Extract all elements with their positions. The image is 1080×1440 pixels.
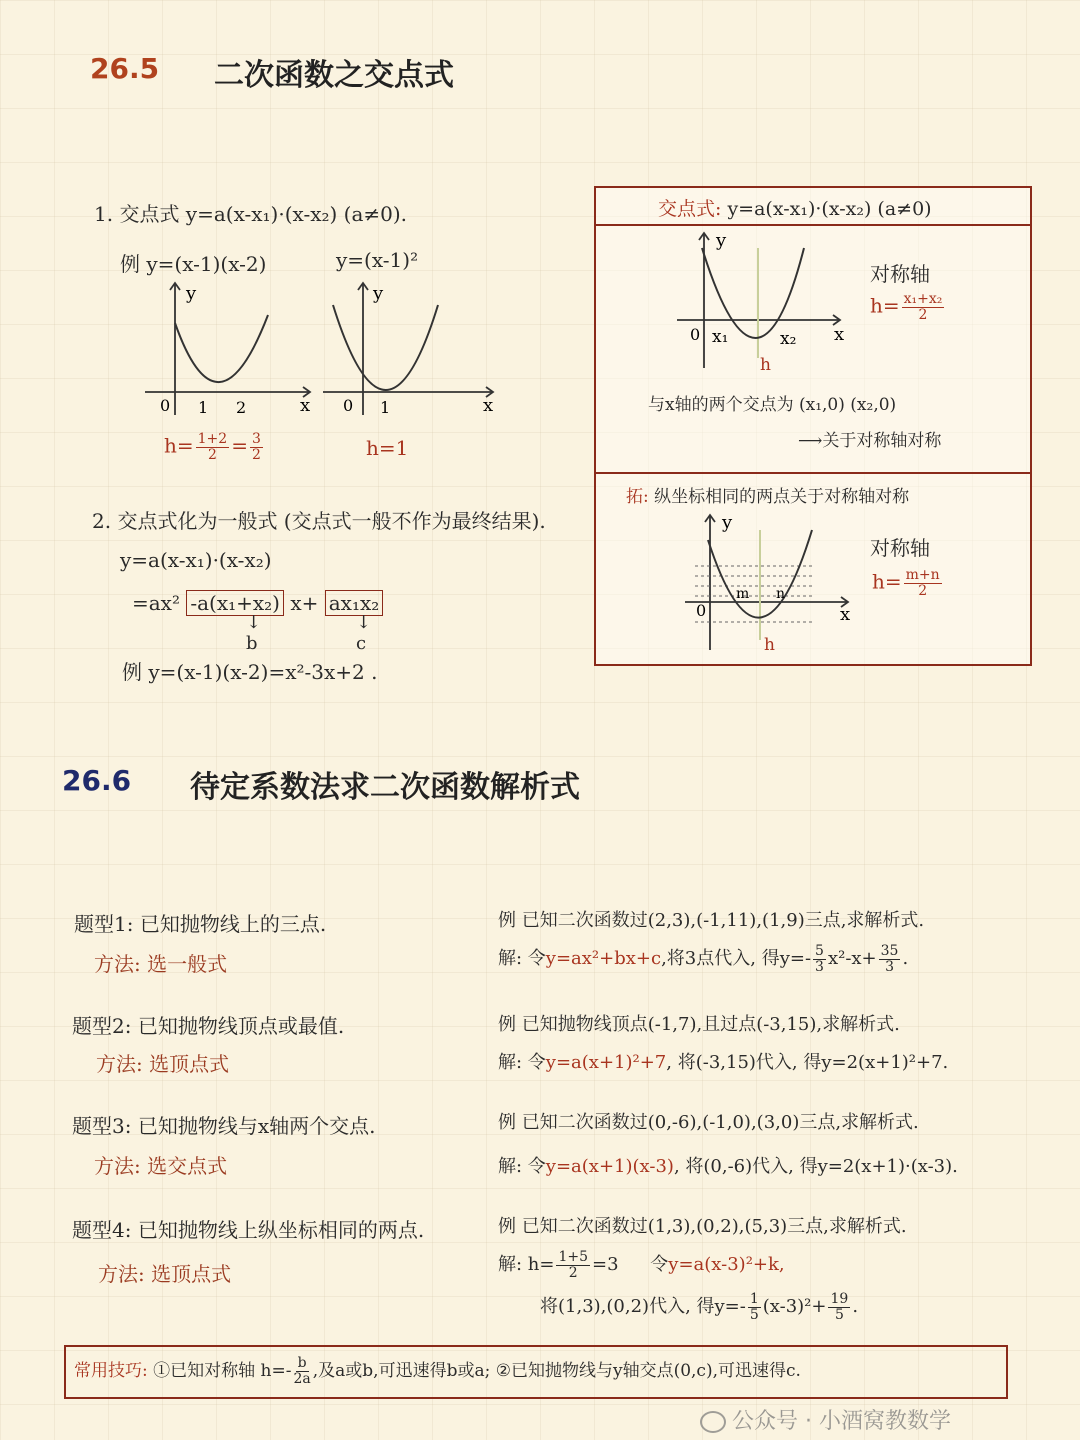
tick-2: 2 (236, 398, 247, 417)
arrow-c: ↓ c (356, 612, 372, 654)
frac-den: 5 (834, 1306, 844, 1323)
h-eq: h= (872, 569, 902, 594)
box-header (658, 194, 932, 221)
a-mid2: x²-x+ (827, 948, 877, 970)
box-divider-mid (596, 472, 1030, 474)
x-label: x (483, 395, 494, 416)
header-formula: y=a(x-x₁)·(x-x₂) (a≠0) (727, 198, 932, 220)
intersect-text: 与x轴的两个交点为 (x₁,0) (x₂,0) (648, 395, 897, 415)
a-eq: =3 (592, 1254, 619, 1276)
coefficient-b-box: -a(x₁+x₂) (186, 590, 284, 616)
origin-label: 0 (690, 325, 701, 344)
frac-den: 2 (207, 446, 217, 463)
tips-label: 常用技巧: (74, 1361, 148, 1381)
example3-answer (498, 1152, 958, 1178)
frac-num: b (297, 1355, 307, 1372)
example1-formula (120, 248, 266, 277)
label-b: b (246, 633, 258, 654)
type4-method: 方法: 选顶点式 (98, 1262, 232, 1286)
graph-example1 (140, 275, 320, 420)
coefficient-c-box: ax₁x₂ (325, 590, 384, 616)
label-c: c (356, 633, 367, 654)
origin-label: 0 (160, 396, 171, 415)
frac-num: 19 (830, 1291, 849, 1307)
section-title-26-6: 待定系数法求二次函数解析式 (190, 770, 580, 805)
example1-h (164, 432, 265, 462)
symmetric-text: ⟶关于对称轴对称 (798, 431, 942, 451)
type1-question: 题型1: 已知抛物线上的三点. (74, 912, 327, 936)
parabola (702, 248, 804, 338)
h-formula (870, 292, 946, 322)
frac-num: 1+2 (197, 431, 228, 447)
box-divider-top (596, 224, 1030, 226)
example4-question: 例 已知二次函数过(1,3),(0,2),(5,3)三点,求解析式. (498, 1216, 907, 1237)
item1-text: 1. 交点式 y=a(x-x₁)·(x-x₂) (a≠0). (94, 202, 408, 226)
frac-den: 2 (251, 446, 261, 463)
example1-answer (498, 944, 908, 974)
example2-h: h=1 (366, 436, 409, 460)
a-prefix: 解: 令 (498, 1052, 546, 1073)
y-label: y (373, 283, 384, 304)
x-label: x (834, 324, 845, 345)
example2-question: 例 已知抛物线顶点(-1,7),且过点(-3,15),求解析式. (498, 1014, 900, 1035)
graph-symmetric-points (680, 510, 860, 658)
type3-question: 题型3: 已知抛物线与x轴两个交点. (72, 1114, 376, 1138)
expand-a: =ax² (132, 591, 180, 615)
frac-den: 3 (885, 958, 895, 975)
x-label: x (300, 395, 311, 416)
a-rest: , 将(0,-6)代入, 得y=2(x+1)·(x-3). (673, 1156, 958, 1177)
expand-line1: y=a(x-x₁)·(x-x₂) (120, 548, 272, 572)
frac-num: m+n (905, 567, 940, 583)
ext-text: 纵坐标相同的两点关于对称轴对称 (654, 487, 910, 507)
origin-label: 0 (343, 396, 354, 415)
type4-question: 题型4: 已知抛物线上纵坐标相同的两点. (72, 1218, 425, 1242)
frac-den: 2 (568, 1264, 578, 1281)
frac-num: 1 (749, 1291, 759, 1307)
extension-line (626, 482, 909, 507)
example4-answer (498, 1250, 785, 1280)
tick-1: 1 (198, 398, 209, 417)
frac-num: 1+5 (558, 1249, 589, 1265)
frac-den: 5 (749, 1306, 759, 1323)
tip2: ②已知抛物线与y轴交点(0,c),可迅速得c. (495, 1361, 801, 1381)
header-label: 交点式: (658, 198, 722, 220)
type2-method: 方法: 选顶点式 (96, 1052, 230, 1076)
example2-answer (498, 1048, 948, 1074)
tick-1: 1 (380, 398, 391, 417)
frac-den: 2a (293, 1371, 311, 1387)
expand-mid: x+ (290, 591, 319, 615)
frac-den: 2 (918, 582, 928, 599)
symmetry-axis-label: 对称轴 (870, 262, 930, 286)
parabola (333, 305, 438, 390)
a-formula: y=a(x-3)²+k, (668, 1254, 785, 1276)
watermark-text: 公众号 · 小酒窝教数学 (732, 1409, 951, 1434)
m-label: m (736, 586, 750, 602)
h-label: h (760, 355, 771, 375)
watermark (700, 1404, 951, 1435)
example1-question: 例 已知二次函数过(2,3),(-1,11),(1,9)三点,求解析式. (498, 910, 925, 931)
ex1-formula-text: y=(x-1)(x-2) (146, 252, 267, 276)
example4-answer-line2 (540, 1292, 858, 1322)
section-title-26-5: 二次函数之交点式 (214, 58, 454, 93)
h2-formula (872, 568, 944, 598)
frac-den: 2 (918, 306, 928, 323)
x1-label: x₁ (712, 327, 729, 347)
b-end: . (852, 1296, 859, 1318)
ext-label: 拓: (626, 487, 649, 507)
tips-text (74, 1356, 801, 1387)
symmetry-axis-label-2: 对称轴 (870, 536, 930, 560)
a-formula: y=a(x+1)(x-3) (545, 1156, 674, 1177)
parabola (175, 315, 268, 382)
h-eq: h= (164, 433, 194, 458)
a-mid: ,将3点代入, 得y=- (661, 948, 812, 970)
graph-example2 (318, 275, 503, 420)
eq: = (231, 433, 248, 458)
y-label: y (186, 283, 197, 304)
graph-intercept (672, 228, 852, 376)
expand-example: 例 y=(x-1)(x-2)=x²-3x+2 . (122, 660, 378, 684)
example3-question: 例 已知二次函数过(0,-6),(-1,0),(3,0)三点,求解析式. (498, 1112, 919, 1133)
frac-num: 5 (815, 943, 824, 959)
h-label: h (764, 635, 775, 655)
a-let: 令 (650, 1254, 669, 1276)
frac-num: 3 (251, 431, 261, 447)
type1-method: 方法: 选一般式 (94, 952, 228, 976)
n-label: n (776, 586, 786, 602)
a-formula: y=a(x+1)²+7 (545, 1052, 667, 1073)
a-end: . (902, 948, 909, 970)
section-number-26-5: 26.5 (90, 52, 160, 85)
b-mid: (x-3)²+ (762, 1296, 827, 1318)
x-label: x (840, 604, 851, 625)
example2-formula: y=(x-1)² (336, 248, 419, 272)
a-prefix: 解: 令 (498, 948, 546, 970)
arrow-b: ↓ b (246, 612, 262, 654)
frac-den: 3 (815, 958, 824, 975)
a-prefix: 解: h= (498, 1254, 555, 1276)
h-eq: h= (870, 293, 900, 318)
frac-num: x₁+x₂ (903, 291, 943, 307)
a-formula: y=ax²+bx+c (545, 948, 662, 970)
wechat-icon (700, 1411, 726, 1433)
a-prefix: 解: 令 (498, 1156, 546, 1177)
type3-method: 方法: 选交点式 (94, 1154, 228, 1178)
x2-label: x₂ (780, 329, 797, 349)
type2-question: 题型2: 已知抛物线顶点或最值. (72, 1014, 345, 1038)
frac-num: 35 (880, 943, 899, 959)
tip1-rest: ,及a或b,可迅速得b或a; (312, 1361, 491, 1381)
example-label: 例 (120, 252, 140, 276)
y-label: y (722, 512, 733, 533)
b-prefix: 将(1,3),(0,2)代入, 得y=- (540, 1296, 746, 1318)
item2-text: 2. 交点式化为一般式 (交点式一般不作为最终结果). (92, 509, 546, 533)
y-label: y (716, 230, 727, 251)
tip1: ①已知对称轴 h=- (153, 1361, 292, 1381)
section-number-26-6: 26.6 (62, 764, 132, 797)
origin-label: 0 (696, 601, 707, 620)
a-rest: , 将(-3,15)代入, 得y=2(x+1)²+7. (666, 1052, 949, 1073)
